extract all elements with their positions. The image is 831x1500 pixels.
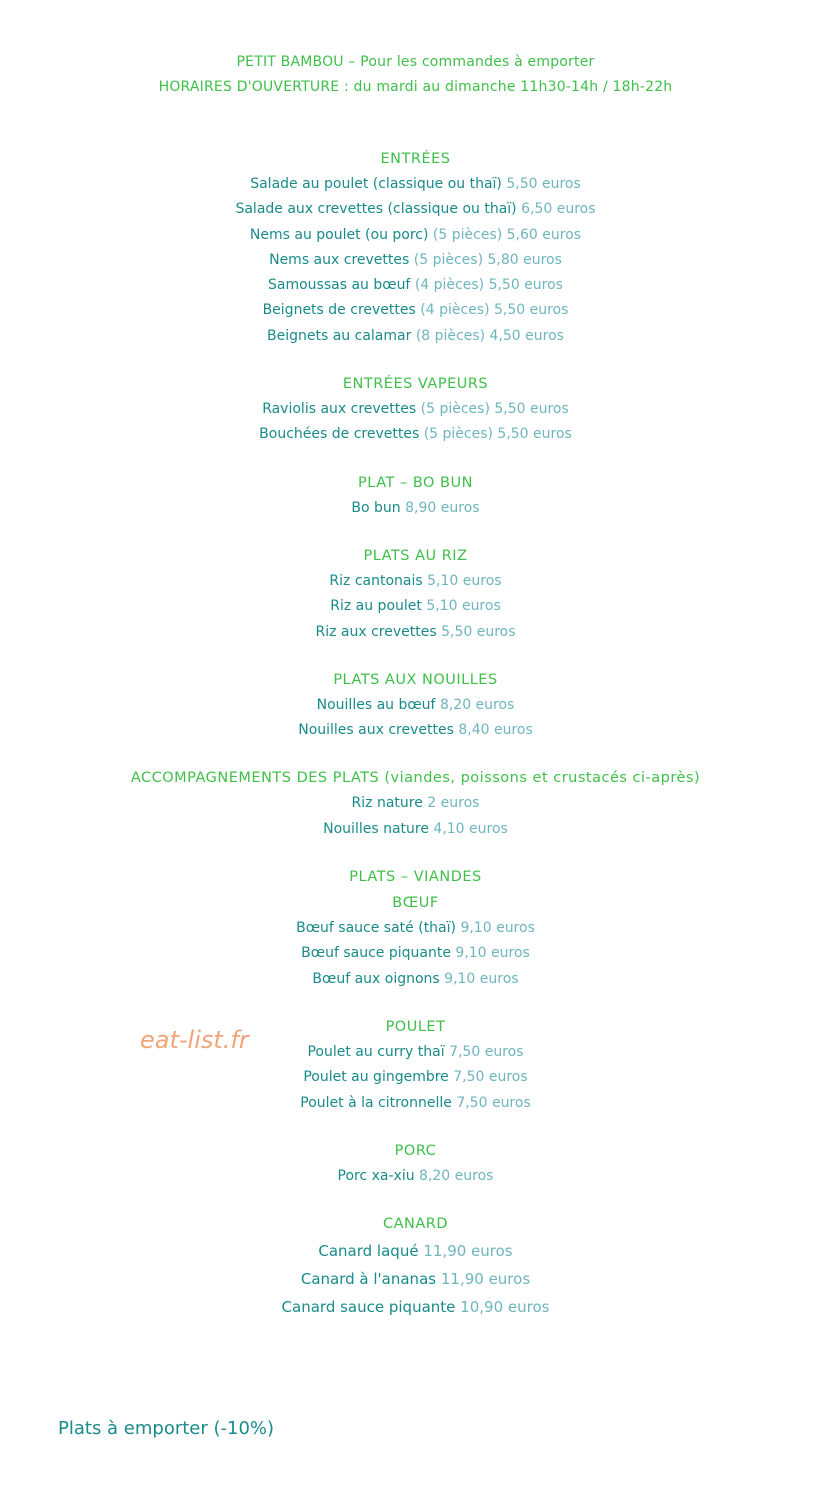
menu-item [0, 967, 831, 992]
menu-item [0, 298, 831, 323]
menu-item [0, 1265, 831, 1293]
menu-item-price: 5,50 euros [506, 176, 581, 192]
menu-item-name: Canard laqué [318, 1242, 419, 1261]
section-title: ACCOMPAGNEMENTS DES PLATS (viandes, poissons et crustacés ci-après) [130, 770, 701, 787]
menu-item-name: Samoussas au bœuf [268, 277, 411, 294]
menu-section [0, 543, 831, 645]
menu-item-name: Riz cantonais [329, 572, 423, 589]
section-title: POULET [385, 1018, 446, 1035]
menu-item-name: Raviolis aux crevettes [262, 401, 417, 418]
menu-item-price: 7,50 euros [449, 1043, 524, 1060]
menu-item [0, 569, 831, 594]
menu-item [0, 941, 831, 966]
menu-item [0, 1164, 831, 1189]
menu-item [0, 1237, 831, 1265]
menu-item [0, 916, 831, 941]
menu-item-name: Salade au poulet (classique ou thaï) [250, 176, 502, 192]
opening-hours-line: HORAIRES D'OUVERTURE : du mardi au dimanche 11h30-14h / 18h-22h [158, 79, 673, 95]
takeaway-discount-note: Plats à emporter (-10%) [58, 1418, 275, 1439]
menu-item [0, 248, 831, 273]
menu-item-price: 5,50 euros [441, 623, 516, 640]
menu-item-name: Beignets au calamar [267, 327, 412, 344]
menu-item-name: Nouilles aux crevettes [298, 722, 454, 739]
watermark-text: eat-list.fr [140, 1026, 249, 1054]
menu-item [0, 718, 831, 743]
menu-item-name: Bœuf sauce piquante [301, 945, 451, 962]
menu-item-price: 8,90 euros [405, 499, 480, 516]
menu-item [0, 172, 831, 197]
section-title: PORC [394, 1142, 437, 1159]
section-subtitle: BŒUF [392, 895, 439, 912]
menu-item-price: 2 euros [427, 795, 480, 812]
menu-item [0, 397, 831, 422]
menu-item-name: Nouilles nature [323, 820, 429, 837]
menu-item-name: Riz au poulet [330, 598, 422, 615]
menu-item-price: 8,40 euros [458, 722, 533, 739]
menu-item-name: Beignets de crevettes [262, 302, 416, 319]
menu-item-name: Bœuf aux oignons [312, 970, 440, 987]
section-title: ENTRÉES [380, 151, 451, 167]
header-title-line: PETIT BAMBOU – Pour les commandes à emporter [236, 54, 595, 70]
menu-item [0, 791, 831, 816]
menu-item-name: Poulet à la citronnelle [300, 1094, 452, 1111]
menu-item-detail: (8 pièces) [415, 327, 486, 344]
menu-item-detail: (4 pièces) [420, 302, 490, 319]
menu-item-price: 5,60 euros [506, 226, 582, 243]
menu-item-name: Salade aux crevettes (classique ou thaï) [235, 201, 517, 218]
menu-section [0, 371, 831, 448]
menu-item-price: 9,10 euros [444, 970, 519, 987]
menu-item-name: Poulet au curry thaï [307, 1043, 445, 1060]
menu-item [0, 693, 831, 718]
section-title: ENTRÉES VAPEURS [342, 376, 489, 393]
menu-item-name: Bo bun [351, 499, 401, 516]
menu-item-price: 9,10 euros [455, 945, 530, 962]
menu-item [0, 1091, 831, 1116]
menu-item-detail: (5 pièces) [420, 401, 490, 418]
menu-item-price: 7,50 euros [453, 1069, 528, 1086]
menu-item-price: 9,10 euros [460, 920, 535, 937]
section-title: PLATS – VIANDES [349, 869, 482, 886]
menu-item-price: 11,90 euros [440, 1270, 531, 1289]
menu-item-price: 5,10 euros [427, 572, 502, 589]
menu-section [0, 1138, 831, 1189]
menu-item-price: 6,50 euros [521, 201, 596, 218]
menu-item-price: 5,50 euros [494, 401, 569, 418]
section-title: PLATS AU RIZ [363, 547, 468, 564]
menu-item [0, 197, 831, 222]
menu-section [0, 1014, 831, 1116]
menu-item-name: Nems au poulet (ou porc) [249, 226, 429, 243]
menu-item-price: 5,50 euros [493, 302, 569, 319]
menu-section [0, 864, 831, 992]
menu-section [0, 1211, 831, 1321]
menu-item [0, 620, 831, 645]
menu-item-name: Nems aux crevettes [269, 251, 410, 268]
menu-item-name: Canard à l'ananas [300, 1270, 437, 1289]
menu-item-name: Riz nature [351, 795, 423, 812]
menu-item-price: 7,50 euros [456, 1094, 531, 1111]
menu-item-price: 5,10 euros [426, 598, 501, 615]
menu-section [0, 146, 831, 349]
menu-item [0, 817, 831, 842]
menu-item [0, 1293, 831, 1321]
menu-item-price: 4,50 euros [489, 327, 564, 344]
menu-item [0, 594, 831, 619]
menu-item [0, 1065, 831, 1090]
menu-item-detail: (5 pièces) [413, 251, 484, 268]
menu-item-price: 8,20 euros [439, 696, 515, 713]
menu-item-detail: (5 pièces) [423, 426, 493, 443]
menu-header [0, 50, 831, 100]
menu-item-name: Bouchées de crevettes [259, 426, 420, 443]
menu-item-detail: (4 pièces) [414, 277, 485, 294]
menu-item-name: Canard sauce piquante [281, 1298, 456, 1317]
menu-item-price: 11,90 euros [423, 1242, 513, 1261]
menu-item-name: Porc xa-xiu [337, 1167, 415, 1184]
menu-item-price: 5,50 euros [488, 277, 563, 294]
menu-sections [0, 146, 831, 1343]
menu-section [0, 765, 831, 842]
menu-section [0, 470, 831, 521]
menu-item [0, 324, 831, 349]
menu-item-price: 5,50 euros [497, 426, 572, 443]
section-title: PLATS AUX NOUILLES [333, 671, 498, 688]
menu-item [0, 273, 831, 298]
menu-item-name: Nouilles au bœuf [316, 696, 436, 713]
section-title: CANARD [382, 1216, 449, 1233]
menu-item-price: 8,20 euros [419, 1167, 494, 1184]
menu-item [0, 422, 831, 447]
menu-item-price: 4,10 euros [433, 820, 508, 837]
menu-item [0, 223, 831, 248]
menu-item [0, 496, 831, 521]
menu-section [0, 667, 831, 744]
menu-item-name: Riz aux crevettes [315, 623, 437, 640]
menu-item-price: 5,80 euros [487, 251, 562, 268]
menu-item-name: Bœuf sauce saté (thaï) [296, 920, 456, 937]
menu-item [0, 1040, 831, 1065]
menu-item-detail: (5 pièces) [432, 226, 503, 243]
menu-item-name: Poulet au gingembre [303, 1069, 449, 1086]
section-title: PLAT – BO BUN [358, 474, 473, 491]
menu-item-price: 10,90 euros [460, 1298, 550, 1317]
